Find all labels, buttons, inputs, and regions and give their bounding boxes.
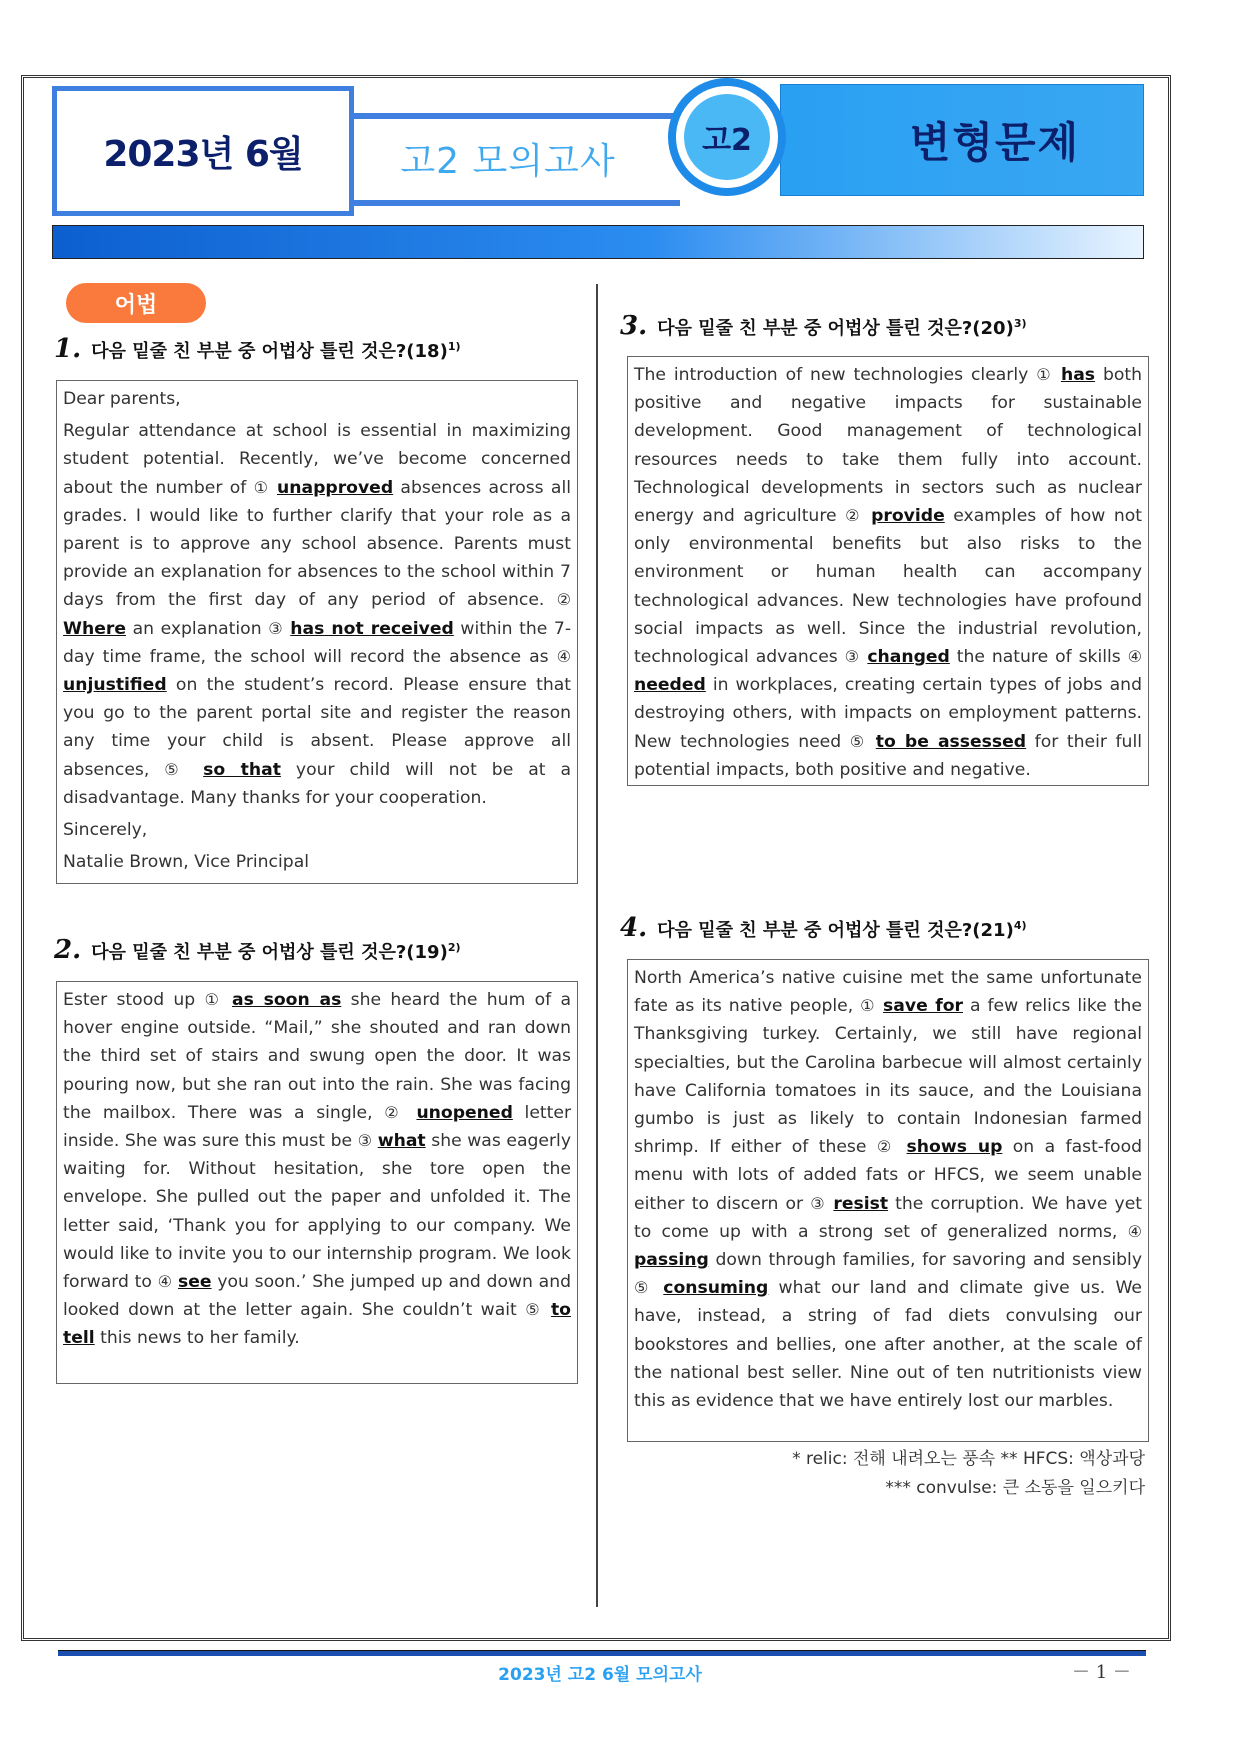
choice-marker: ④ [1127,647,1142,667]
header-rule-top [350,113,680,119]
underlined-choice: unapproved [277,477,394,498]
letter-body: Regular attendance at school is essential in maximizing student potential. Recently, we’ve become concerned about the number of ① unapproved absences across all grades. I would like to further clarify that your role as a parent is to approve any school absence. Parents must provide an explanation for absences to the school within 7 days from the first day of any period of absence. ② Where an explanation ③ has not received within the 7-day time frame, the school will record the absence as ④ unjustified on the student’s record. Please ensure that you go to the parent portal site and register the reason any time your child is absent. Please approve all absences, ⑤ so that your child will not be at a disadvantage. Many thanks for your cooperation. [63,421,572,808]
choice-marker: ③ [810,1193,827,1213]
choice-marker: ② [384,1102,405,1122]
column-divider [596,284,598,1607]
section-label: 어법 [66,283,206,323]
choice-marker: ① [253,477,270,497]
underlined-choice: so that [203,759,281,780]
question-ref: (21) [972,920,1014,941]
question-4-passage [627,959,1149,1442]
header-exam-title: 고2 모의고사 [400,140,616,182]
underlined-choice: resist [833,1193,889,1214]
question-2-passage [56,981,578,1384]
question-number: 3. [620,311,648,341]
question-number: 1. [54,334,82,364]
question-ref: (20) [972,318,1014,339]
footnote-marker: 3) [1013,317,1027,330]
letter-signature: Natalie Brown, Vice Principal [63,852,310,873]
footer-title: 2023년 고2 6월 모의고사 [498,1665,702,1685]
underlined-choice: shows up [906,1137,1003,1158]
underlined-choice: needed [634,675,706,696]
grade-badge-label: 고2 [684,94,770,180]
question-ref: (19) [406,942,448,963]
underlined-choice: unjustified [63,675,167,696]
choice-marker: ④ [556,646,571,666]
letter-greeting: Dear parents, [63,389,181,409]
choice-marker: ② [845,506,863,526]
underlined-choice: unopened [416,1102,513,1123]
choice-marker: ⑤ [164,759,189,779]
choice-marker: ④ [1127,1221,1142,1241]
question-prompt: 다음 밑줄 친 부분 중 어법상 틀린 것은? [91,942,407,963]
underlined-choice: Where [63,618,126,639]
header-date: 2023년 6월 [103,133,303,175]
footnote-marker: 2) [447,941,461,954]
vocab-note-1: * relic: 전해 내려오는 풍속 ** HFCS: 액상과당 [792,1449,1145,1469]
question-2-title [54,935,461,965]
question-prompt: 다음 밑줄 친 부분 중 어법상 틀린 것은? [657,920,973,941]
passage-body: North America’s native cuisine met the same unfortunate fate as its native people, ① save for a few relics like the Thanksgiving turkey. Certainly, we still have regional specialties, but the Carolina barbecue will almost certainly have California tomatoes in its sauce, and the Louisiana gumbo is just as likely to contain Indonesian farmed shrimp. If either of these ② shows up on a fast-food menu with lots of added fats or HFCS, we seem unable either to discern or ③ resist the corruption. We have yet to come up with a strong set of generalized norms, ④ passing down through families, for savoring and sensibly ⑤ consuming what our land and climate give us. We have, instead, a string of fad diets convulsing our bookstores and bellies, one after another, at the scale of the national best seller. Nine out of ten nutritionists view this as evidence that we have entirely lost our marbles. [634,968,1143,1412]
question-number: 2. [54,935,82,965]
choice-marker: ① [860,996,877,1016]
underlined-choice: see [178,1272,212,1293]
letter-closing: Sincerely, [63,820,148,841]
choice-marker: ⑤ [849,731,868,751]
choice-marker: ② [876,1137,897,1157]
question-number: 4. [620,913,648,943]
underlined-choice: as soon as [231,990,342,1010]
header-rule-bottom [350,200,680,206]
choice-marker: ① [204,990,223,1009]
passage-body: Ester stood up ① as soon as she heard the hum of a hover engine outside. “Mail,” she shouted and ran down the third set of stairs and swung open the door. It was pouring now, but she ran out into the rain. She was facing the mailbox. There was a single, ② unopened letter inside. She was sure this must be ③ what she was eagerly waiting for. Without hesitation, she tore open the envelope. She pulled out the paper and unfolded it. The letter said, ‘Thank you for applying to our company. We would like to invite you to our internship program. We look forward to ④ see you soon.’ She jumped up and down and looked down at the letter again. She couldn’t wait ⑤ to tell this news to her family. [63,990,572,1349]
question-4-title [620,913,1027,943]
choice-marker: ① [1036,365,1054,384]
choice-marker: ⑤ [525,1300,543,1320]
underlined-choice: has not received [290,618,454,639]
footnote-marker: 4) [1013,919,1027,932]
underlined-choice: passing [634,1250,709,1271]
underlined-choice: to be assessed [875,731,1027,752]
choice-marker: ③ [268,618,284,638]
vocab-note-2: *** convulse: 큰 소동을 일으키다 [885,1478,1145,1498]
passage-body: The introduction of new technologies clearly ① has both positive and negative impacts for sustainable development. Good management of technological resources needs to take them fully into account. Technological developments in sectors such as nuclear energy and agriculture ② provide examples of how not only environmental benefits but also risks to the environment or human health can accompany technological advances. New technologies have profound social impacts as well. Since the industrial revolution, technological advances ③ changed the nature of skills ④ needed in workplaces, creating certain types of jobs and destroying others, with impacts on employment patterns. New technologies need ⑤ to be assessed for their full potential impacts, both positive and negative. [634,365,1143,780]
underlined-choice: changed [867,647,950,668]
question-3-passage [627,356,1149,786]
question-1-passage [56,380,578,884]
header-category: 변형문제 [909,118,1081,167]
underlined-choice: has [1060,365,1096,385]
footer-rule [58,1650,1146,1656]
question-prompt: 다음 밑줄 친 부분 중 어법상 틀린 것은? [657,318,973,339]
header-banner [52,225,1144,259]
question-prompt: 다음 밑줄 친 부분 중 어법상 틀린 것은? [91,341,407,362]
underlined-choice: to tell [63,1300,571,1349]
underlined-choice: save for [883,996,963,1017]
underlined-choice: provide [871,506,945,527]
underlined-choice: what [377,1131,426,1152]
choice-marker: ③ [357,1131,373,1151]
choice-marker: ③ [844,647,861,667]
footnote-marker: 1) [447,340,461,353]
page-number: － 1 － [1072,1662,1131,1683]
question-ref: (18) [406,341,448,362]
underlined-choice: consuming [663,1278,769,1299]
question-1-title [54,334,461,364]
choice-marker: ⑤ [634,1278,654,1298]
question-3-title [620,311,1027,341]
choice-marker: ② [556,590,571,610]
choice-marker: ④ [157,1272,173,1292]
